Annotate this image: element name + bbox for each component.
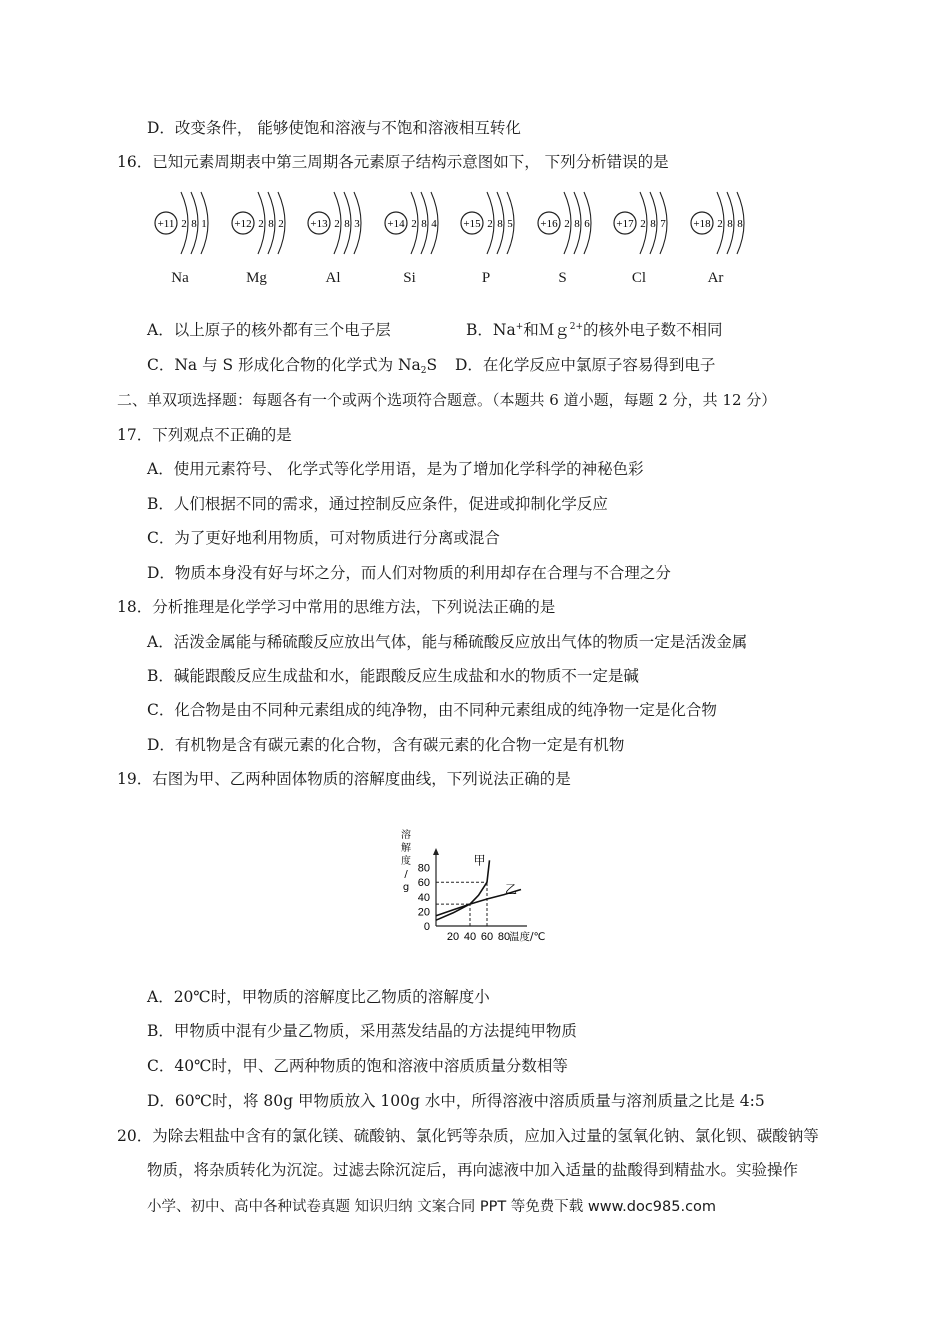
- shell-electron-count: 6: [583, 218, 590, 230]
- q18-stem: 18．分析推理是化学学习中常用的思维方法，下列说法正确的是: [117, 598, 556, 616]
- q16-option-c: [147, 355, 437, 375]
- q16-option-d: D．在化学反应中氯原子容易得到电子: [455, 356, 716, 374]
- q18-option-c: C．化合物是由不同种元素组成的纯净物，由不同种元素组成的纯净物一定是化合物: [147, 701, 717, 719]
- shell-electron-count: 2: [716, 218, 723, 230]
- nucleus-charge: +11: [157, 218, 175, 230]
- q17-option-c: C．为了更好地利用物质，可对物质进行分离或混合: [147, 529, 500, 547]
- shell-electron-count: 8: [736, 218, 743, 230]
- atom-cl: [609, 188, 685, 293]
- element-symbol: Cl: [631, 270, 647, 286]
- q19-option-b: B．甲物质中混有少量乙物质，采用蒸发结晶的方法提纯甲物质: [147, 1022, 577, 1040]
- nucleus-charge: +17: [616, 218, 634, 230]
- atom-si: [380, 188, 456, 293]
- q16-option-b: [466, 320, 723, 340]
- atom-na: [150, 188, 226, 293]
- q17-option-d: D．物质本身没有好与坏之分，而人们对物质的利用却存在合理与不合理之分: [147, 564, 671, 582]
- shell-electron-count: 2: [640, 218, 646, 230]
- x-tick-label: 20: [446, 931, 460, 943]
- shell-electron-count: 8: [650, 218, 656, 230]
- nucleus-charge: +18: [692, 218, 711, 230]
- shell-electron-count: 2: [410, 218, 417, 230]
- q16-option-a: A．以上原子的核外都有三个电子层: [147, 321, 391, 339]
- q16-stem: 16．已知元素周期表中第三周期各元素原子结构示意图如下， 下列分析错误的是: [117, 153, 669, 171]
- element-symbol: Mg: [246, 270, 267, 286]
- shell-electron-count: 8: [191, 218, 197, 230]
- shell-electron-count: 3: [354, 218, 360, 230]
- shell-electron-count: 4: [430, 218, 437, 230]
- q16b-text-2: 和Ｍｇ: [523, 321, 570, 339]
- shell-electron-count: 8: [573, 218, 580, 230]
- section-two-heading: 二、单双项选择题：每题各有一个或两个选项符合题意。（本题共 6 道小题，每题 2 分，共 12 分）: [117, 391, 777, 409]
- element-symbol: P: [481, 270, 491, 286]
- q15-option-d: D．改变条件， 能够使饱和溶液与不饱和溶液相互转化: [147, 119, 521, 137]
- x-tick-label: 40: [463, 931, 477, 943]
- atom-s: [533, 188, 609, 293]
- shell-electron-count: 2: [181, 218, 187, 230]
- x-tick-label: 60: [480, 931, 494, 943]
- y-axis-label-char: /: [404, 869, 408, 880]
- element-symbol: Na: [171, 270, 189, 286]
- y-axis-label-char: 度: [401, 856, 411, 867]
- y-tick-label: 40: [417, 891, 430, 904]
- x-axis-label: 温度/℃: [509, 931, 546, 943]
- element-symbol: Al: [325, 270, 341, 286]
- x-tick-label: 80: [497, 931, 511, 943]
- q20-stem-line1: 20．为除去粗盐中含有的氯化镁、硫酸钠、氯化钙等杂质，应加入过量的氢氧化钠、氯化钡、碳酸钠等: [117, 1127, 819, 1145]
- shell-electron-count: 8: [497, 218, 503, 230]
- atom-al: [303, 188, 379, 293]
- q16c-text-1: C．Na 与 S 形成化合物的化学式为 Na: [147, 356, 421, 374]
- y-axis-label-char: g: [402, 882, 410, 893]
- q16b-sup-2: 2+: [569, 322, 584, 332]
- shell-electron-count: 8: [726, 218, 733, 230]
- y-axis-label-char: 解: [401, 843, 411, 854]
- y-axis-arrow: [433, 848, 439, 855]
- y-tick-label: 60: [417, 877, 430, 890]
- q19-stem: 19．右图为甲、乙两种固体物质的溶解度曲线，下列说法正确的是: [117, 770, 571, 788]
- shell-electron-count: 7: [660, 218, 666, 230]
- nucleus-charge: +14: [386, 218, 405, 230]
- atom-structure-diagrams: [150, 188, 760, 298]
- shell-electron-count: 2: [487, 218, 493, 230]
- q19-option-a: A．20℃时，甲物质的溶解度比乙物质的溶解度小: [147, 988, 490, 1006]
- y-tick-label: 0: [423, 921, 430, 933]
- atom-mg: [227, 188, 303, 293]
- series-label: 甲: [473, 853, 486, 868]
- q18-option-a: A．活泼金属能与稀硫酸反应放出气体，能与稀硫酸反应放出气体的物质一定是活泼金属: [147, 633, 748, 651]
- shell-electron-count: 2: [334, 218, 340, 230]
- shell-electron-count: 5: [507, 218, 513, 230]
- q17-option-a: A．使用元素符号、 化学式等化学用语，是为了增加化学科学的神秘色彩: [147, 460, 644, 478]
- shell-electron-count: 8: [420, 218, 427, 230]
- atom-p: [456, 188, 532, 293]
- q19-option-c: C．40℃时，甲、乙两种物质的饱和溶液中溶质质量分数相等: [147, 1057, 568, 1075]
- element-symbol: Si: [403, 270, 416, 286]
- shell-electron-count: 8: [267, 218, 274, 230]
- q16c-sub: 2: [420, 366, 427, 376]
- y-axis-label-char: 溶: [401, 830, 411, 841]
- q18-option-b: B．碱能跟酸反应生成盐和水，能跟酸反应生成盐和水的物质不一定是碱: [147, 667, 639, 685]
- q16b-text-3: 的核外电子数不相同: [583, 321, 723, 339]
- q16b-sup-1: +: [515, 322, 524, 332]
- q17-stem: 17．下列观点不正确的是: [117, 426, 292, 444]
- shell-electron-count: 1: [201, 218, 207, 230]
- shell-electron-count: 2: [257, 218, 264, 230]
- q16c-text-2: S: [426, 356, 438, 374]
- q20-stem-line2: 物质，将杂质转化为沉淀。过滤去除沉淀后，再向滤液中加入适量的盐酸得到精盐水。实验操作: [147, 1161, 799, 1179]
- nucleus-charge: +13: [310, 218, 328, 230]
- solubility-chart: [392, 828, 602, 948]
- shell-electron-count: 8: [344, 218, 350, 230]
- q17-option-b: B．人们根据不同的需求，通过控制反应条件，促进或抑制化学反应: [147, 495, 608, 513]
- shell-electron-count: 2: [563, 218, 570, 230]
- shell-electron-count: 2: [277, 218, 284, 230]
- nucleus-charge: +16: [539, 218, 558, 230]
- atom-ar: [686, 188, 762, 293]
- series-label: 乙: [505, 882, 518, 897]
- nucleus-charge: +12: [233, 218, 252, 230]
- y-tick-label: 20: [417, 906, 430, 919]
- q18-option-d: D．有机物是含有碳元素的化合物，含有碳元素的化合物一定是有机物: [147, 736, 625, 754]
- q19-option-d: D．60℃时，将 80g 甲物质放入 100g 水中，所得溶液中溶质质量与溶剂质量之比是 4:5: [147, 1092, 765, 1110]
- page-footer: 小学、初中、高中各种试卷真题 知识归纳 文案合同 PPT 等免费下载 www.doc985.com: [147, 1199, 717, 1215]
- element-symbol: Ar: [707, 270, 724, 286]
- nucleus-charge: +15: [463, 218, 481, 230]
- element-symbol: S: [558, 270, 567, 286]
- q16b-text-1: B．Na: [466, 321, 516, 339]
- series-line-甲: [436, 860, 490, 920]
- y-tick-label: 80: [417, 862, 430, 875]
